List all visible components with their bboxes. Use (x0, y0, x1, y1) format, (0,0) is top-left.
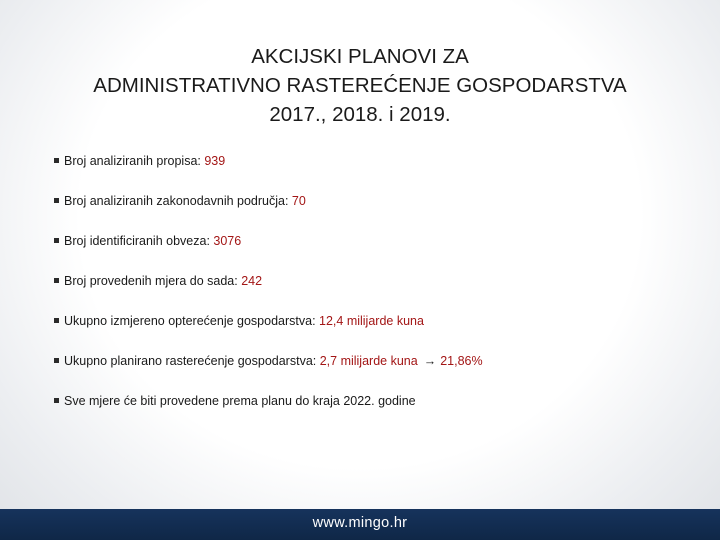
bullet-item-propisa (54, 150, 694, 190)
bullet-list (54, 150, 694, 430)
bullet-label: Broj provedenih mjera do sada: (64, 274, 242, 288)
bullet-label: Ukupno izmjereno opterećenje gospodarstva: (64, 314, 320, 328)
bullet-value: 2,7 milijarde kuna (319, 354, 418, 368)
bullet-item-rasterecenje (54, 350, 694, 390)
bullet-label: Broj analiziranih zakonodavnih područja: (64, 194, 292, 208)
bullet-value: 939 (204, 154, 226, 168)
bullet-value: 70 (291, 194, 306, 208)
bullet-label: Broj analiziranih propisa: (64, 154, 205, 168)
footer-bar (0, 509, 720, 540)
slide-title (60, 42, 660, 129)
bullet-item-podrucja (54, 190, 694, 230)
bullet-item-opterecenje (54, 310, 694, 350)
bullet-extra-value: 21,86% (440, 354, 483, 368)
bullet-value: 3076 (213, 234, 242, 248)
footer-url[interactable]: www.mingo.hr (312, 515, 408, 531)
square-bullet-icon (54, 398, 59, 403)
bullet-label: Ukupno planirano rasterećenje gospodarstva: (64, 354, 320, 368)
square-bullet-icon (54, 358, 59, 363)
square-bullet-icon (54, 238, 59, 243)
square-bullet-icon (54, 318, 59, 323)
title-line-1: AKCIJSKI PLANOVI ZA (251, 45, 469, 68)
title-line-2: ADMINISTRATIVNO RASTEREĆENJE GOSPODARSTVA (93, 74, 627, 97)
square-bullet-icon (54, 198, 59, 203)
bullet-item-provedba (54, 390, 694, 430)
bullet-item-obveza (54, 230, 694, 270)
bullet-value: 242 (241, 274, 263, 288)
bullet-item-mjera (54, 270, 694, 310)
bullet-value: 12,4 milijarde kuna (319, 314, 424, 328)
square-bullet-icon (54, 278, 59, 283)
bullet-label: Broj identificiranih obveza: (64, 234, 214, 248)
title-line-3: 2017., 2018. i 2019. (269, 103, 451, 126)
bullet-label: Sve mjere će biti provedene prema planu do kraja 2022. godine (64, 394, 416, 408)
arrow-right-icon: → (423, 354, 437, 368)
square-bullet-icon (54, 158, 59, 163)
